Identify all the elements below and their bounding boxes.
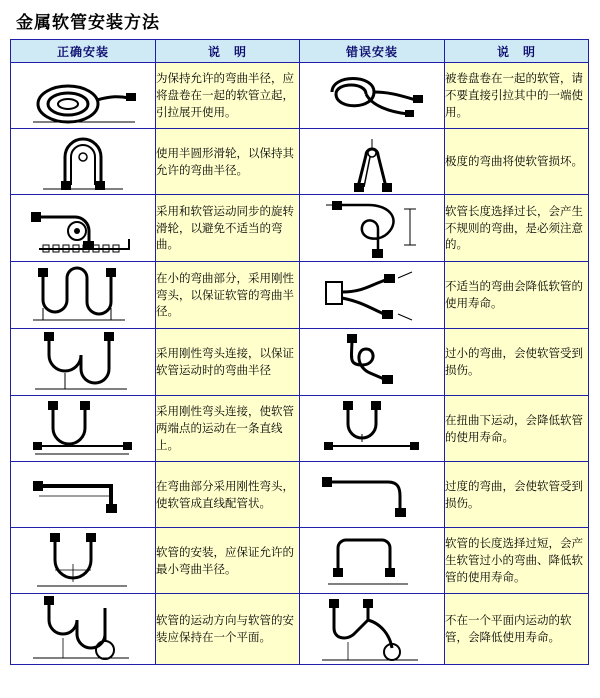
figure-hose-motion-in-same-plane [11,594,156,665]
header-correct-install: 正确安装 [11,40,156,63]
table-row [11,329,589,396]
description-wrong: 不在一个平面内运动的软管，会降低使用寿命。 [445,594,589,665]
figure-improper-tight-bend-at-fitting [300,262,445,329]
description-wrong: 过小的弯曲，会使软管受到损伤。 [445,329,589,396]
description-wrong: 在扭曲下运动，会降低软管的使用寿命。 [445,396,589,462]
description-correct: 软管的安装，应保证允许的最小弯曲半径。 [156,528,300,594]
figure-installation-with-minimum-bend-radius [11,528,156,594]
table-row [11,462,589,528]
description-correct: 采用刚性弯头连接，以保证软管运动时的弯曲半径 [156,329,300,396]
figure-overlong-hose-irregular-loop [300,195,445,262]
description-correct: 采用和软管运动同步的旋转滑轮，以避免不适当的弯曲。 [156,195,300,262]
header-description-wrong: 说 明 [445,40,589,63]
header-description-correct: 说 明 [156,40,300,63]
figure-hose-with-synchronized-rotating-pulley-chain [11,195,156,262]
table-row [11,195,589,262]
table-row [11,129,589,195]
description-wrong: 不适当的弯曲会降低软管的使用寿命。 [445,262,589,329]
description-correct: 在小的弯曲部分，采用刚性弯头，以保证软管的弯曲半径。 [156,262,300,329]
figure-too-small-bend-radius-loop [300,329,445,396]
description-correct: 软管的运动方向与软管的安装应保持在一个平面。 [156,594,300,665]
page-title: 金属软管安装方法 [16,13,160,33]
figure-overlong-hose-square-loop [300,528,445,594]
description-correct: 采用刚性弯头连接，使软管两端点的运动在一条直线上。 [156,396,300,462]
header-wrong-install: 错误安装 [300,40,445,63]
table-row [11,594,589,665]
description-wrong: 极度的弯曲将使软管损坏。 [445,129,589,195]
description-correct: 使用半圆形滑轮，以保持其允许的弯曲半径。 [156,129,300,195]
figure-rigid-elbow-at-small-bend [11,262,156,329]
figure-excessive-bend-at-corner [300,462,445,528]
figure-hose-motion-out-of-plane [300,594,445,665]
table-row [11,63,589,129]
description-wrong: 过度的弯曲，会使软管受到损伤。 [445,462,589,528]
description-correct: 在弯曲部分采用刚性弯头，使软管成直线配管状。 [156,462,300,528]
figure-hose-over-semicircular-pulley [11,129,156,195]
table-row [11,528,589,594]
figure-rigid-elbow-both-ends-straight-line [11,396,156,462]
figure-hose-sharply-bent-over-narrow-roller [300,129,445,195]
description-correct: 为保持允许的弯曲半径，应将盘卷在一起的软管立起，引拉展开使用。 [156,63,300,129]
figure-coiled-hose-pulled-from-center [300,63,445,129]
table-header-row [11,40,589,63]
description-wrong: 被卷盘卷在一起的软管，请不要直接引拉其中的一端使用。 [445,63,589,129]
figure-rigid-elbow-connection-u-loop [11,329,156,396]
table-row [11,396,589,462]
description-wrong: 软管的长度选择过短，会产生软管过小的弯曲、降低软管的使用寿命。 [445,528,589,594]
figure-hose-twisted-in-u-motion [300,396,445,462]
figure-coiled-hose-standing-upright [11,63,156,129]
figure-straight-routing-with-rigid-elbow [11,462,156,528]
table-row [11,262,589,329]
description-wrong: 软管长度选择过长，会产生不规则的弯曲，是必须注意的。 [445,195,589,262]
installation-methods-table [10,39,589,665]
